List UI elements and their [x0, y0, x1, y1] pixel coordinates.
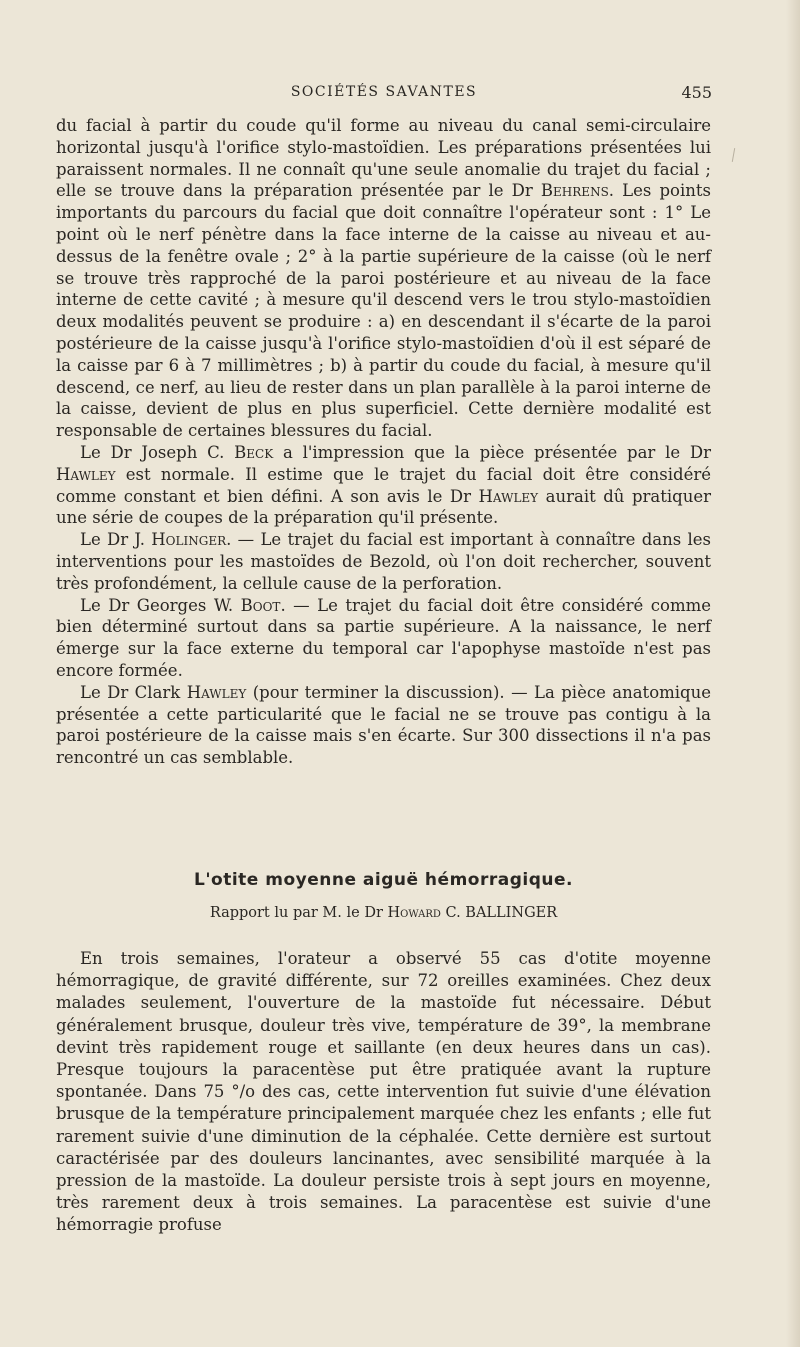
author-name: Hawley [478, 486, 539, 506]
author-name: Behrens [540, 181, 609, 201]
report-byline [56, 905, 711, 921]
text-segment: . Les points importants du parcours du facial que doit connaître l'opérateur sont : 1° Le point où le nerf pénètre dans la face interne de la caisse au niveau et au-dessus de la fenêtre ovale ; 2° à la partie supérieure de la caisse (où le nerf se trouve très rapproché de la paroi postérieure et au niveau de la face interne de cette cavité ; à mesure qu'il descend vers le trou stylo-mastoïdien deux modalités peuvent se produire : a) en descendant il s'écarte de la paroi postérieure de la caisse jusqu'à l'orifice stylo-mastoïdien d'où il est séparé de la caisse par 6 à 7 millimètres ; b) à partir du coude du facial, à mesure qu'il descend, ce nerf, au lieu de rester dans un plan parallèle à la paroi interne de la caisse, devient de plus en plus superficiel. Cette dernière modalité est responsable de certaines blessures du facial. [56, 181, 711, 441]
report-text [56, 948, 711, 1237]
report-prefix: Rapport lu par M. le Dr [209, 905, 388, 921]
paragraph-p5 [56, 682, 711, 769]
page-number: 455 [681, 83, 712, 102]
paragraph-p4 [56, 595, 711, 682]
text-segment: est normale. Il estime que le trajet du facial doit être considéré comme constant et bien défini. A son avis le Dr [56, 464, 711, 506]
margin-mark [732, 148, 735, 162]
report-author-first: Howard [387, 905, 441, 921]
text-segment: (pour terminer la discussion). — La pièce anatomique présentée a cette particularité que le facial ne se trouve pas contigu à la paroi postérieure de la caisse mais s'en écarte. Sur 300 dissections il n'a pas rencontré un cas semblable. [56, 682, 711, 768]
text-segment: Le Dr Joseph C. [80, 442, 235, 462]
author-name: Boot [240, 595, 281, 615]
page-header [56, 84, 712, 106]
paragraph-p1 [56, 115, 711, 442]
paragraph-p2 [56, 442, 711, 529]
text-segment: . — Le trajet du facial est important à connaître dans les interventions pour les mastoïdes de Bezold, où l'on doit rechercher, souvent très profondément, la cellule cause de la perforation. [56, 530, 711, 593]
author-name: Holinger [151, 530, 227, 550]
text-segment: a l'impression que la pièce présentée par le Dr [273, 442, 711, 462]
text-segment: aurait dû pratiquer une série de coupes de la préparation qu'il présente. [56, 486, 711, 528]
report-author-rest: C. BALLINGER [440, 905, 558, 921]
text-segment: . — Le trajet du facial doit être considéré comme bien déterminé surtout dans sa partie supérieure. A la naissance, le nerf émerge sur la face externe du temporal car l'apophyse mastoïde n'est pas encore formée. [56, 595, 712, 680]
text-segment: Le Dr Clark [80, 682, 187, 702]
author-name: Hawley [56, 464, 116, 484]
text-segment: du facial à partir du coude qu'il forme au niveau du canal semi-circulaire horizontal jusqu'à l'orifice stylo-mastoïdien. Les préparations présentées lui paraissent normales. Il ne connaît qu'une seule anomalie du trajet du facial ; elle se trouve dans la préparation présentée par le Dr [56, 116, 711, 201]
discussion-text [56, 115, 711, 769]
section-title: L'otite moyenne aiguë hémorragique. [194, 870, 573, 890]
paragraph-p6 [56, 948, 711, 1237]
text-segment: Le Dr Georges W. [80, 595, 241, 615]
page-edge-shadow [786, 0, 800, 1347]
text-segment: En trois semaines, l'orateur a observé 55 cas d'otite moyenne hémorragique, de gravité différente, sur 72 oreilles examinées. Chez deux malades seulement, l'ouverture de la mastoïde fut nécessaire. Début généralement brusque, douleur très vive, température de 39°, la membrane devint très rapidement rouge et saillante (en deux heures dans un cas). Presque toujours la paracentèse put être pratiquée avant la rupture spontanée. Dans 75 °/o des cas, cette intervention fut suivie d'une élévation brusque de la température principalement marquée chez les enfants ; elle fut rarement suivie d'une diminution de la céphalée. Cette dernière est surtout caractérisée par des douleurs lancinantes, avec sensibilité marquée à la pression de la mastoïde. La douleur persiste trois à sept jours en moyenne, très rarement deux à trois semaines. La paracentèse est suivie d'une hémorragie profuse [56, 949, 711, 1235]
author-name: Beck [234, 442, 274, 462]
author-name: Hawley [186, 682, 247, 702]
paragraph-p3 [56, 529, 711, 594]
text-segment: Le Dr J. [80, 530, 152, 550]
running-title: SOCIÉTÉS SAVANTES [290, 84, 478, 100]
